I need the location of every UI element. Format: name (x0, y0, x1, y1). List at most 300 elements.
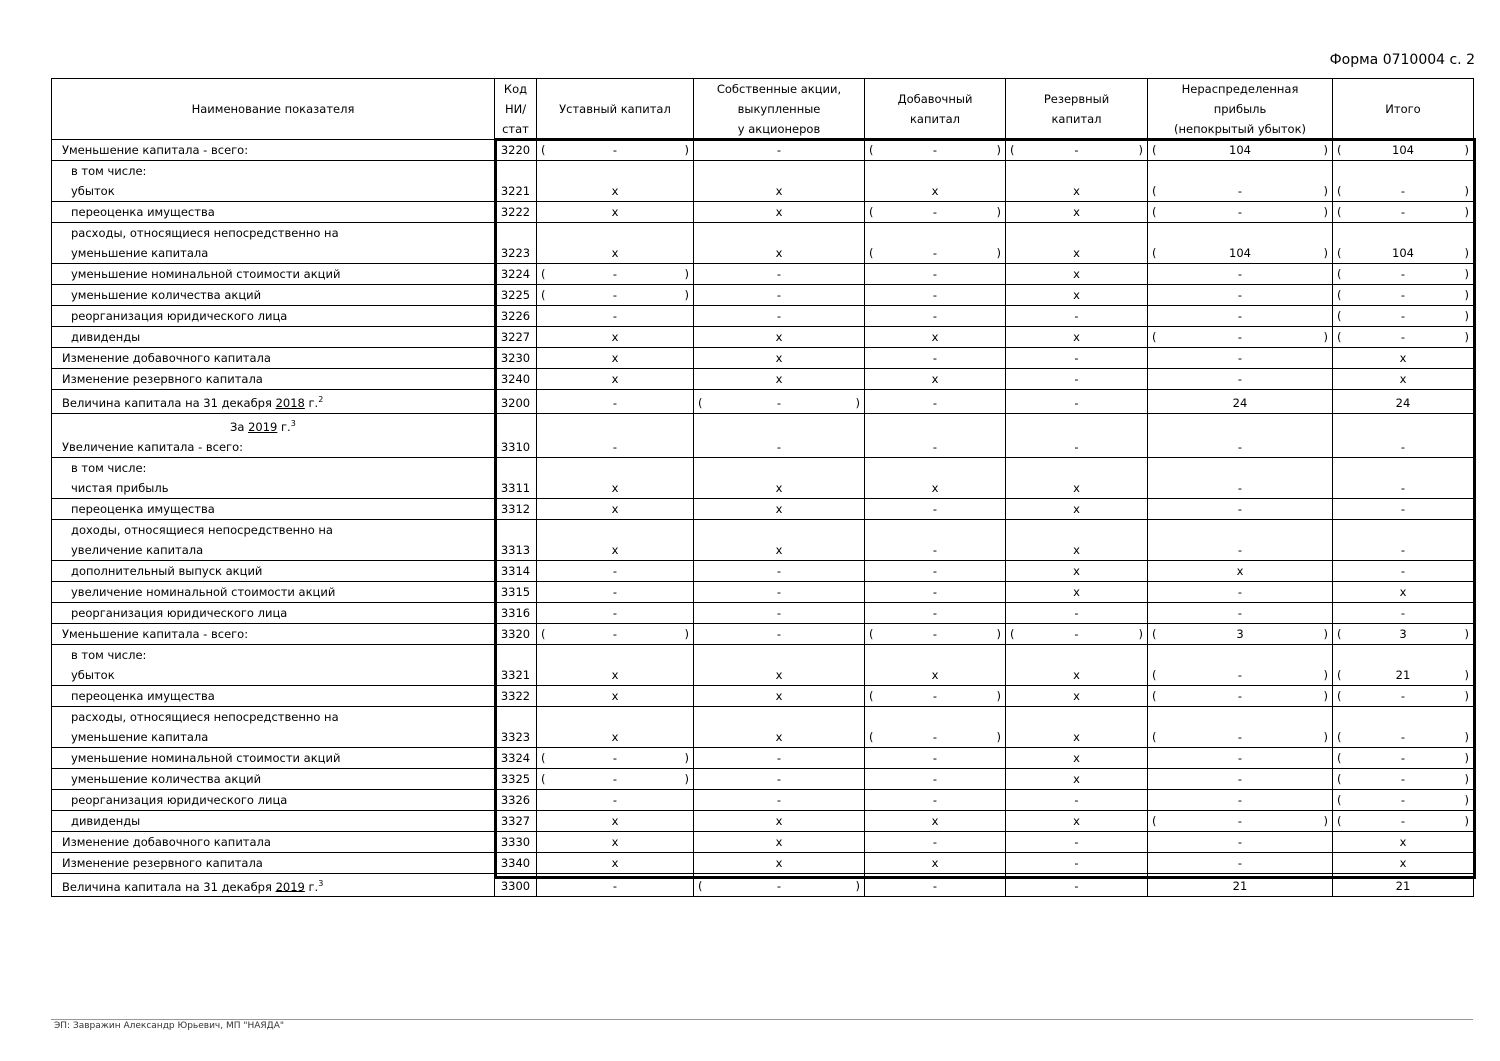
header-line: Итого (1385, 102, 1421, 116)
cell-treasury-shares (694, 644, 865, 685)
row-name-part: в том числе: (71, 647, 147, 662)
cell-charter-capital (537, 623, 694, 644)
cell-value: 104 (1229, 246, 1251, 260)
cell-value: - (1237, 750, 1243, 765)
row-name-part: переоценка имущества (71, 688, 215, 703)
cell-retained-earnings (1148, 413, 1333, 457)
cell-additional-capital (865, 285, 1006, 306)
close-paren: ) (1323, 143, 1328, 157)
cell-value: x (611, 729, 619, 744)
cell-charter-capital (537, 264, 694, 285)
cell-value: x (1073, 542, 1080, 557)
cell-reserve-capital (1006, 581, 1148, 602)
cell-value: x (1073, 813, 1080, 828)
table-row (52, 519, 1474, 560)
cell-value: 104 (1229, 143, 1251, 157)
cell-treasury-shares (694, 306, 865, 327)
cell-retained-earnings (1148, 685, 1333, 706)
cell-value: - (612, 309, 618, 323)
form-number: Форма 0710004 с. 2 (1329, 52, 1475, 68)
row-name-part: уменьшение номинальной стоимости акций (71, 267, 341, 281)
cell-value: - (932, 542, 938, 557)
cell-treasury-shares (694, 140, 865, 161)
cell-value: x (1399, 584, 1407, 599)
header-line: капитал (909, 112, 961, 126)
open-paren: ( (698, 395, 703, 410)
cell-total (1333, 327, 1474, 348)
cell-value: x (775, 351, 783, 365)
row-code: 3200 (495, 390, 537, 414)
cell-value: 21 (1395, 879, 1411, 894)
cell-treasury-shares (694, 413, 865, 457)
cell-value: - (1400, 501, 1406, 516)
table-row (52, 161, 1474, 202)
close-paren: ) (1323, 729, 1328, 744)
row-name-part: Изменение добавочного капитала (62, 351, 271, 365)
open-paren: ( (869, 688, 874, 703)
cell-reserve-capital (1006, 285, 1148, 306)
cell-reserve-capital (1006, 706, 1148, 747)
cell-retained-earnings (1148, 348, 1333, 369)
cell-reserve-capital (1006, 306, 1148, 327)
cell-charter-capital (537, 747, 694, 768)
cell-retained-earnings (1148, 369, 1333, 390)
row-code: 3220 (495, 140, 537, 161)
table-row (52, 685, 1474, 706)
cell-value: - (776, 395, 782, 410)
cell-retained-earnings (1148, 873, 1333, 897)
cell-charter-capital (537, 390, 694, 414)
cell-value: x (775, 246, 783, 260)
cell-retained-earnings (1148, 706, 1333, 747)
cell-value: - (612, 771, 618, 786)
cell-value: - (1237, 372, 1243, 386)
cell-additional-capital (865, 498, 1006, 519)
cell-retained-earnings (1148, 306, 1333, 327)
cell-value: x (611, 480, 619, 495)
cell-value: - (1237, 480, 1243, 495)
cell-reserve-capital (1006, 348, 1148, 369)
cell-total (1333, 768, 1474, 789)
table-row (52, 140, 1474, 161)
cell-value: x (611, 834, 619, 849)
cell-value: - (932, 605, 938, 620)
cell-value: x (1236, 563, 1244, 578)
cell-total (1333, 852, 1474, 873)
table-row (52, 369, 1474, 390)
close-paren: ) (1323, 626, 1328, 641)
open-paren: ( (1337, 813, 1342, 828)
row-name (52, 369, 495, 390)
cell-additional-capital (865, 644, 1006, 685)
cell-value: - (776, 792, 782, 807)
cell-value: x (1073, 771, 1080, 786)
row-name (52, 706, 495, 747)
cell-value: 3 (1399, 626, 1407, 641)
cell-additional-capital (865, 623, 1006, 644)
cell-value: x (1399, 834, 1407, 849)
cell-charter-capital (537, 581, 694, 602)
cell-charter-capital (537, 498, 694, 519)
cell-value: 24 (1232, 395, 1248, 410)
row-name (52, 560, 495, 581)
cell-value: - (932, 626, 938, 641)
cell-value: - (932, 501, 938, 516)
cell-retained-earnings (1148, 768, 1333, 789)
row-name-part: г. (304, 395, 319, 410)
row-code: 3312 (495, 498, 537, 519)
table-row (52, 810, 1474, 831)
cell-value: - (612, 143, 618, 157)
cell-value: x (1073, 184, 1080, 198)
row-name-part: Величина капитала на 31 декабря (62, 879, 276, 894)
cell-total (1333, 706, 1474, 747)
row-name-part: дивиденды (71, 813, 141, 828)
row-name-part: уменьшение количества акций (71, 771, 262, 786)
cell-charter-capital (537, 873, 694, 897)
cell-charter-capital (537, 348, 694, 369)
cell-treasury-shares (694, 831, 865, 852)
cell-value: - (776, 605, 782, 620)
cell-value: - (1237, 605, 1243, 620)
cell-value: x (1399, 372, 1407, 386)
cell-total (1333, 498, 1474, 519)
table-row (52, 223, 1474, 264)
open-paren: ( (1152, 143, 1157, 157)
row-name (52, 140, 495, 161)
row-name-part: дивиденды (71, 330, 141, 344)
cell-retained-earnings (1148, 623, 1333, 644)
header-line: у акционеров (737, 122, 821, 136)
row-name (52, 685, 495, 706)
cell-additional-capital (865, 831, 1006, 852)
cell-value: - (1074, 372, 1079, 386)
cell-value: - (1074, 879, 1079, 894)
cell-charter-capital (537, 140, 694, 161)
open-paren: ( (1337, 729, 1342, 744)
cell-value: x (1073, 501, 1080, 516)
cell-value: x (611, 372, 619, 386)
row-name (52, 457, 495, 498)
cell-value: - (1400, 184, 1406, 198)
cell-value: 104 (1392, 246, 1414, 260)
row-name (52, 285, 495, 306)
table-row (52, 560, 1474, 581)
cell-charter-capital (537, 831, 694, 852)
cell-retained-earnings (1148, 560, 1333, 581)
cell-charter-capital (537, 685, 694, 706)
capital-changes-table (51, 78, 1474, 897)
close-paren: ) (684, 288, 689, 302)
cell-additional-capital (865, 685, 1006, 706)
open-paren: ( (1010, 143, 1015, 157)
cell-value: x (931, 813, 939, 828)
close-paren: ) (1464, 288, 1469, 302)
cell-value: - (1074, 395, 1079, 410)
cell-charter-capital (537, 768, 694, 789)
table-row (52, 873, 1474, 897)
cell-total (1333, 223, 1474, 264)
close-paren: ) (1464, 792, 1469, 807)
cell-value: x (611, 813, 619, 828)
close-paren: ) (1323, 246, 1328, 260)
header-additional-capital (865, 79, 1006, 140)
row-name-part: Изменение добавочного капитала (62, 834, 271, 849)
table-row (52, 285, 1474, 306)
cell-value: x (1073, 750, 1080, 765)
row-code: 3224 (495, 264, 537, 285)
cell-total (1333, 457, 1474, 498)
header-line: стат (502, 122, 529, 136)
open-paren: ( (1152, 246, 1157, 260)
cell-treasury-shares (694, 623, 865, 644)
table-row (52, 706, 1474, 747)
cell-treasury-shares (694, 223, 865, 264)
cell-value: x (775, 372, 783, 386)
row-name-part: г. (277, 419, 291, 434)
cell-value: x (775, 855, 783, 870)
cell-total (1333, 789, 1474, 810)
cell-value: - (1237, 351, 1243, 365)
row-code: 3322 (495, 685, 537, 706)
cell-value: - (1400, 267, 1406, 281)
cell-reserve-capital (1006, 327, 1148, 348)
cell-reserve-capital (1006, 390, 1148, 414)
cell-retained-earnings (1148, 644, 1333, 685)
row-name-part: дополнительный выпуск акций (71, 563, 263, 578)
cell-value: - (1237, 501, 1243, 516)
cell-total (1333, 140, 1474, 161)
cell-treasury-shares (694, 768, 865, 789)
row-name-part: реорганизация юридического лица (71, 605, 288, 620)
close-paren: ) (1323, 205, 1328, 219)
header-line: Добавочный (897, 92, 973, 106)
cell-value: - (1400, 750, 1406, 765)
cell-retained-earnings (1148, 747, 1333, 768)
cell-value: - (612, 750, 618, 765)
cell-reserve-capital (1006, 768, 1148, 789)
cell-value: - (1400, 771, 1406, 786)
cell-additional-capital (865, 873, 1006, 897)
cell-retained-earnings (1148, 498, 1333, 519)
open-paren: ( (1152, 729, 1157, 744)
row-code: 3327 (495, 810, 537, 831)
row-name-part: Уменьшение капитала - всего: (62, 143, 249, 157)
cell-value: - (776, 439, 782, 454)
cell-reserve-capital (1006, 264, 1148, 285)
table-row (52, 644, 1474, 685)
cell-treasury-shares (694, 789, 865, 810)
row-name (52, 623, 495, 644)
cell-additional-capital (865, 852, 1006, 873)
cell-value: - (776, 267, 782, 281)
cell-value: - (1237, 667, 1243, 682)
cell-value: - (932, 771, 938, 786)
cell-treasury-shares (694, 873, 865, 897)
row-name-part: Уменьшение капитала - всего: (62, 626, 249, 641)
row-name (52, 789, 495, 810)
close-paren: ) (684, 626, 689, 641)
close-paren: ) (855, 879, 860, 894)
header-line: прибыль (1213, 102, 1267, 116)
cell-additional-capital (865, 413, 1006, 457)
cell-additional-capital (865, 581, 1006, 602)
header-name: Наименование показателя (52, 79, 495, 140)
row-code: 3340 (495, 852, 537, 873)
cell-total (1333, 285, 1474, 306)
cell-total (1333, 644, 1474, 685)
cell-value: x (931, 667, 939, 682)
cell-value: - (932, 351, 938, 365)
header-reserve-capital (1006, 79, 1148, 140)
open-paren: ( (1152, 667, 1157, 682)
close-paren: ) (1464, 309, 1469, 323)
row-name-part: Изменение резервного капитала (62, 855, 263, 870)
cell-value: x (1073, 288, 1080, 302)
row-name-part: доходы, относящиеся непосредственно на (71, 522, 333, 537)
cell-additional-capital (865, 202, 1006, 223)
cell-retained-earnings (1148, 852, 1333, 873)
row-name-part: в том числе: (71, 460, 147, 475)
open-paren: ( (1152, 813, 1157, 828)
cell-charter-capital (537, 202, 694, 223)
cell-value: - (1400, 792, 1406, 807)
open-paren: ( (1152, 330, 1157, 344)
open-paren: ( (1337, 205, 1342, 219)
cell-value: x (775, 667, 783, 682)
cell-value: - (1400, 205, 1406, 219)
cell-value: x (775, 501, 783, 516)
cell-value: x (611, 184, 619, 198)
cell-reserve-capital (1006, 161, 1148, 202)
cell-value: x (611, 330, 619, 344)
cell-charter-capital (537, 161, 694, 202)
cell-additional-capital (865, 457, 1006, 498)
cell-value: x (611, 205, 619, 219)
cell-value: - (932, 834, 938, 849)
cell-retained-earnings (1148, 285, 1333, 306)
cell-value: x (775, 542, 783, 557)
row-name-part: убыток (71, 667, 115, 682)
header-total (1333, 79, 1474, 140)
cell-value: - (932, 439, 938, 454)
cell-total (1333, 519, 1474, 560)
cell-value: - (1237, 792, 1243, 807)
row-name-part: уменьшение капитала (71, 246, 209, 260)
cell-reserve-capital (1006, 457, 1148, 498)
cell-value: x (611, 688, 619, 703)
row-code: 3240 (495, 369, 537, 390)
cell-value: - (932, 267, 938, 281)
row-name-part: 2019 (248, 419, 278, 434)
table-row (52, 264, 1474, 285)
cell-value: - (932, 395, 938, 410)
cell-value: - (1074, 834, 1079, 849)
close-paren: ) (1323, 813, 1328, 828)
open-paren: ( (1337, 330, 1342, 344)
cell-value: - (1237, 205, 1243, 219)
row-name-part: 2 (318, 395, 324, 404)
cell-total (1333, 810, 1474, 831)
table-row (52, 390, 1474, 414)
cell-reserve-capital (1006, 852, 1148, 873)
close-paren: ) (684, 143, 689, 157)
cell-value: x (775, 813, 783, 828)
table-row (52, 202, 1474, 223)
cell-additional-capital (865, 390, 1006, 414)
close-paren: ) (996, 626, 1001, 641)
close-paren: ) (684, 750, 689, 765)
cell-reserve-capital (1006, 831, 1148, 852)
table-row (52, 413, 1474, 457)
header-line: Нераспределенная (1181, 82, 1299, 96)
header-line: Уставный капитал (559, 102, 671, 116)
table-row (52, 498, 1474, 519)
cell-retained-earnings (1148, 581, 1333, 602)
cell-reserve-capital (1006, 873, 1148, 897)
cell-value: - (1400, 605, 1406, 620)
cell-value: - (612, 626, 618, 641)
cell-value: x (775, 205, 783, 219)
close-paren: ) (996, 688, 1001, 703)
cell-reserve-capital (1006, 140, 1148, 161)
cell-charter-capital (537, 327, 694, 348)
cell-treasury-shares (694, 810, 865, 831)
row-code: 3310 (495, 413, 537, 457)
row-code: 3321 (495, 644, 537, 685)
cell-additional-capital (865, 519, 1006, 560)
cell-value: x (775, 834, 783, 849)
header-retained-earnings (1148, 79, 1333, 140)
row-name (52, 810, 495, 831)
cell-value: - (1237, 309, 1243, 323)
cell-reserve-capital (1006, 519, 1148, 560)
cell-reserve-capital (1006, 747, 1148, 768)
table-header (52, 79, 1474, 140)
cell-treasury-shares (694, 348, 865, 369)
cell-value: - (1074, 351, 1079, 365)
table-row (52, 306, 1474, 327)
open-paren: ( (541, 288, 546, 302)
row-code: 3227 (495, 327, 537, 348)
cell-value: - (612, 267, 618, 281)
cell-value: - (1237, 834, 1243, 849)
cell-treasury-shares (694, 369, 865, 390)
header-charter-capital (537, 79, 694, 140)
row-code: 3330 (495, 831, 537, 852)
cell-charter-capital (537, 519, 694, 560)
cell-charter-capital (537, 852, 694, 873)
cell-value: x (1073, 246, 1080, 260)
close-paren: ) (1464, 267, 1469, 281)
close-paren: ) (996, 246, 1001, 260)
open-paren: ( (1152, 626, 1157, 641)
header-line: Собственные акции, (716, 82, 842, 96)
cell-retained-earnings (1148, 327, 1333, 348)
cell-reserve-capital (1006, 644, 1148, 685)
cell-retained-earnings (1148, 519, 1333, 560)
cell-value: - (776, 288, 782, 302)
cell-additional-capital (865, 560, 1006, 581)
row-code: 3225 (495, 285, 537, 306)
cell-value: - (1237, 729, 1243, 744)
cell-value: - (776, 143, 782, 157)
cell-value: x (1073, 729, 1080, 744)
cell-retained-earnings (1148, 223, 1333, 264)
cell-value: x (931, 184, 939, 198)
table-body (52, 140, 1474, 897)
table-row (52, 789, 1474, 810)
